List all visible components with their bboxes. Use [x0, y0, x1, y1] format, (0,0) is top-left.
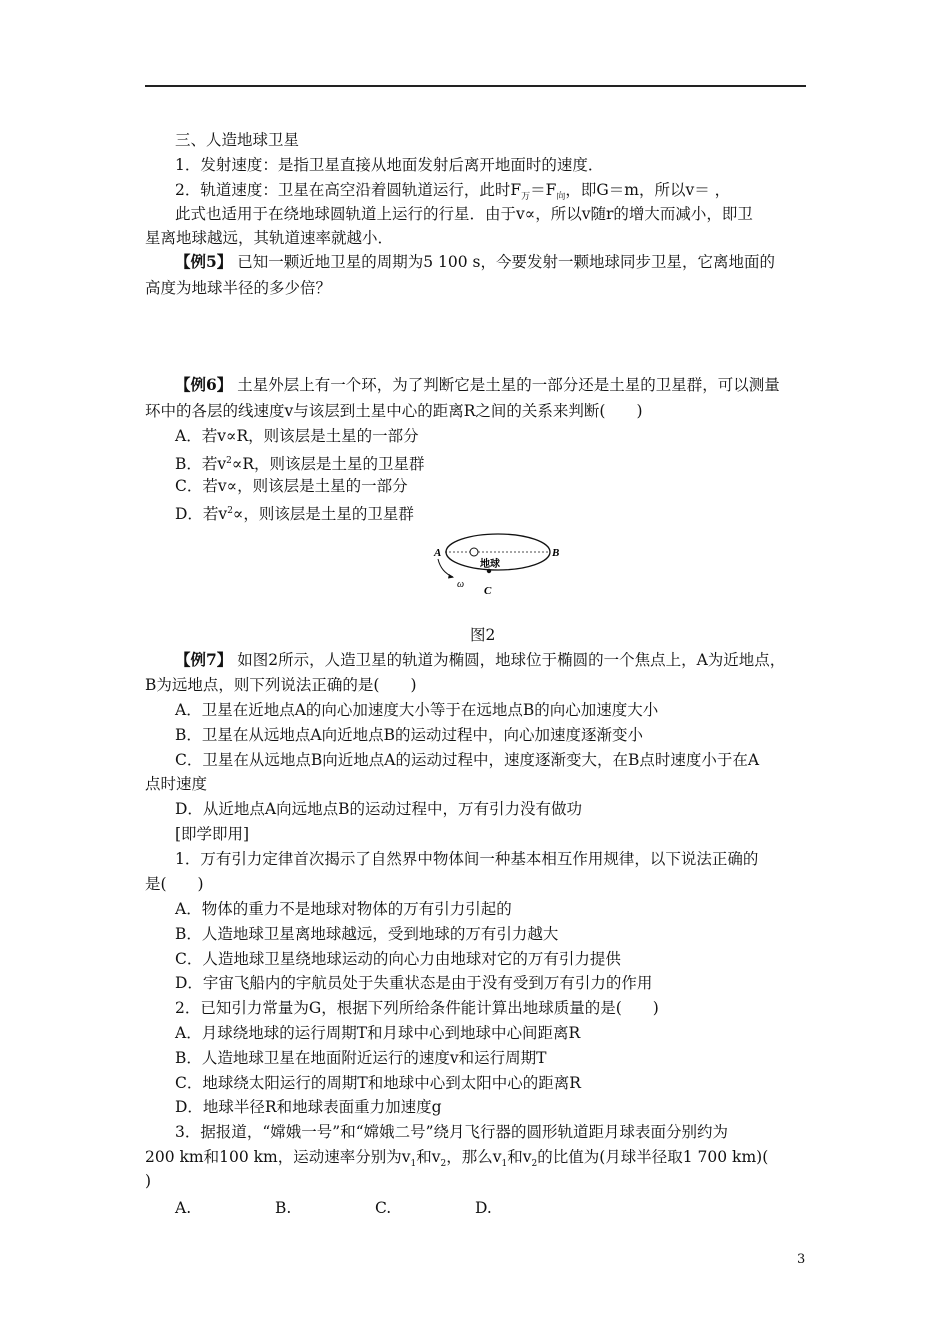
- example-7-line: 【例7】 如图2所示，人造卫星的轨道为椭圆，地球位于椭圆的一个焦点上，A为近地点，: [175, 650, 786, 669]
- example-5-line: 【例5】 已知一颗近地卫星的周期为5 100 s，今要发射一颗地球同步卫星，它离地面的: [175, 252, 775, 271]
- practice-q2-option-c: C．地球绕太阳运行的周期T和地球中心到太阳中心的距离R: [175, 1074, 581, 1092]
- label-c: C: [484, 585, 492, 597]
- practice-q1-option-a: A．物体的重力不是地球对物体的万有引力引起的: [175, 900, 512, 918]
- example-7-line-2: B为远地点，则下列说法正确的是( ): [145, 676, 417, 694]
- section-heading: 三、人造地球卫星: [175, 131, 300, 149]
- practice-q3-options: [175, 1196, 855, 1220]
- paragraph-orbit-note-cont: 星离地球越远，其轨道速率就越小．: [145, 229, 394, 247]
- practice-q2-option-b: B．人造地球卫星在地面附近运行的速度v和运行周期T: [175, 1049, 547, 1067]
- paragraph-orbit-speed: 2．轨道速度：卫星在高空沿着圆轨道运行，此时$F_万=F_向$，即G＝m，所以v＝ ，: [175, 181, 731, 203]
- practice-q1-cont: 是( ): [145, 875, 204, 893]
- practice-q1-option-d: D．宇宙飞船内的宇航员处于失重状态是由于没有受到万有引力的作用: [175, 974, 653, 992]
- example-7-tag: 【例7】: [175, 650, 233, 669]
- practice-q1-option-c: C．人造地球卫星绕地球运动的向心力由地球对它的万有引力提供: [175, 950, 621, 968]
- practice-q3-option-a: A.: [175, 1199, 192, 1217]
- example-7-option-b: B．卫星在从远地点A向近地点B的运动过程中，向心加速度逐渐变小: [175, 726, 643, 744]
- example-6-option-a: A．若v∝R，则该层是土星的一部分: [175, 427, 419, 445]
- orbit-diagram: [425, 532, 565, 604]
- header-rule: [145, 85, 806, 87]
- example-5-tag: 【例5】: [175, 252, 233, 271]
- practice-q2-option-d: D．地球半径R和地球表面重力加速度g: [175, 1098, 442, 1116]
- practice-q1-option-b: B．人造地球卫星离地球越远，受到地球的万有引力越大: [175, 925, 559, 943]
- paragraph-orbit-note: 此式也适用于在绕地球圆轨道上运行的行星．由于v∝，所以v随r的增大而减小，即卫: [175, 205, 753, 223]
- label-a: A: [434, 547, 442, 559]
- rotation-arrow: [438, 559, 453, 577]
- paragraph-launch-speed: 1．发射速度：是指卫星直接从地面发射后离开地面时的速度．: [175, 156, 604, 174]
- example-7-option-c-cont: 点时速度: [145, 775, 208, 793]
- practice-q3-option-c: C.: [375, 1199, 392, 1217]
- example-6-option-d: D．若$v^2\propto$，则该层是土星的卫星群: [175, 505, 414, 524]
- practice-heading: [即学即用]: [175, 825, 250, 843]
- practice-q2: 2．已知引力常量为G，根据下列所给条件能计算出地球质量的是( ): [175, 999, 659, 1017]
- example-6-option-b: B．若$v^2\propto R$，则该层是土星的卫星群: [175, 455, 425, 474]
- example-7-option-a: A．卫星在近地点A的向心加速度大小等于在远地点B的向心加速度大小: [175, 701, 659, 719]
- practice-q2-option-a: A．月球绕地球的运行周期T和月球中心到地球中心间距离R: [175, 1024, 581, 1042]
- example-7-option-d: D．从近地点A向远地点B的运动过程中，万有引力没有做功: [175, 800, 583, 818]
- earth-focus-circle: [470, 548, 478, 556]
- example-6-option-c: C．若v∝，则该层是土星的一部分: [175, 477, 408, 495]
- example-7-option-c: C．卫星在从远地点B向近地点A的运动过程中，速度逐渐变大，在B点时速度小于在A: [175, 751, 760, 769]
- label-earth: 地球: [480, 559, 500, 570]
- example-6-tag: 【例6】: [175, 375, 233, 394]
- example-6-line: 【例6】 土星外层上有一个环，为了判断它是土星的一部分还是土星的卫星群，可以测量: [175, 375, 780, 394]
- figure-caption: 图2: [470, 626, 496, 644]
- label-omega: ω: [457, 579, 465, 590]
- practice-q3-cont: 200 km和100 km，运动速率分别为$v_1$和$v_2$，那么$v_1$和$v_2$的比值为(月球半径取1 700 km)(: [145, 1148, 769, 1170]
- practice-q1: 1．万有引力定律首次揭示了自然界中物体间一种基本相互作用规律，以下说法正确的: [175, 850, 759, 868]
- label-b: B: [552, 547, 560, 559]
- practice-q3-option-b: B.: [275, 1199, 292, 1217]
- rotation-arrowhead: [448, 574, 454, 579]
- practice-q3-option-d: D.: [475, 1199, 492, 1217]
- page-number: 3: [797, 1252, 806, 1267]
- practice-q3-cont-2: ): [145, 1172, 152, 1190]
- practice-q3: 3．据报道，“嫦娥一号”和“嫦娥二号”绕月飞行器的圆形轨道距月球表面分别约为: [175, 1123, 729, 1141]
- example-5-line-2: 高度为地球半径的多少倍？: [145, 279, 332, 297]
- example-6-line-2: 环中的各层的线速度v与该层到土星中心的距离R之间的关系来判断( ): [145, 402, 643, 420]
